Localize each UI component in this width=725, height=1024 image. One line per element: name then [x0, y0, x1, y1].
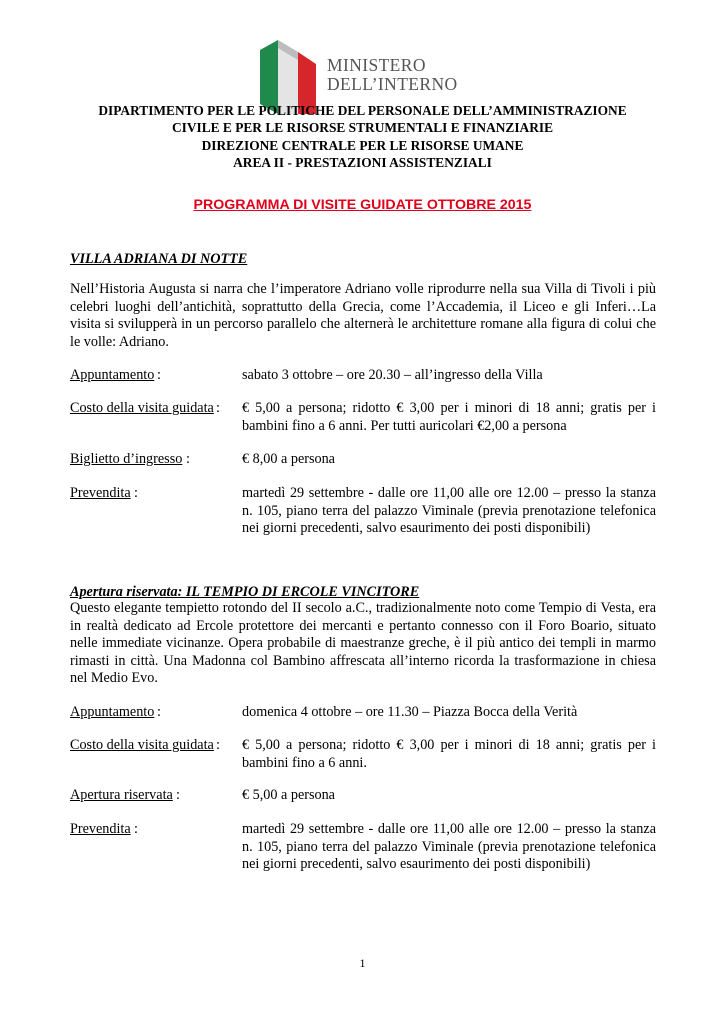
colon: :	[216, 400, 220, 416]
section-2-cost-value: € 5,00 a persona; ridotto € 3,00 per i minori di 18 anni; gratis per i bambini fino a 6 anni.	[242, 737, 656, 771]
section-1-cost-label: Costo della visita guidata	[70, 400, 214, 416]
page-number: 1	[359, 956, 366, 970]
section-1-ticket-value: € 8,00 a persona	[242, 451, 335, 467]
header-line-2: CIVILE E PER LE RISORSE STRUMENTALI E FINANZIARIE	[171, 120, 554, 136]
section-1-appointment-label: Appuntamento	[70, 367, 155, 383]
section-2-description: Questo elegante tempietto rotondo del II secolo a.C., tradizionalmente noto come Tempio di Vesta, era in realtà dedicato ad Ercole protettore dei mercanti e pertanto connesso con il Foro Boario, situato nelle immediate vicinanze. Opera probabile di maestranze greche, è il più antico dei templi in marmo rimasti in città. Una Madonna col Bambino affrescata all’interno ricorda la trasformazione in chiesa nel Medio Evo.	[70, 600, 656, 686]
department-header	[70, 102, 655, 171]
section-2-title: Apertura riservata: IL TEMPIO DI ERCOLE VINCITORE	[70, 584, 420, 600]
header-line-4: AREA II - PRESTAZIONI ASSISTENZIALI	[233, 154, 492, 170]
section-2-reserved-label: Apertura riservata	[70, 787, 173, 803]
colon: :	[157, 367, 161, 383]
logo-line-1: MINISTERO	[327, 55, 426, 75]
section-1-presale-value: martedì 29 settembre - dalle ore 11,00 alle ore 12.00 – presso la stanza n. 105, piano terra del palazzo Viminale (previa prenotazione telefonica nei giorni precedenti, salvo esaurimento dei posti disponibili)	[242, 485, 656, 536]
colon: :	[186, 451, 190, 467]
section-2-presale-value: martedì 29 settembre - dalle ore 11,00 alle ore 12.00 – presso la stanza n. 105, piano terra del palazzo Viminale (previa prenotazione telefonica nei giorni precedenti, salvo esaurimento dei posti disponibili)	[242, 821, 656, 872]
section-1-cost-value: € 5,00 a persona; ridotto € 3,00 per i minori di 18 anni; gratis per i bambini fino a 6 anni. Per tutti auricolari €2,00 a persona	[242, 400, 656, 434]
logo-wordmark	[327, 56, 458, 94]
section-2-reserved-value: € 5,00 a persona	[242, 787, 335, 803]
header-line-3: DIREZIONE CENTRALE PER LE RISORSE UMANE	[201, 137, 524, 153]
colon: :	[134, 485, 138, 501]
section-1-ticket-label: Biglietto d’ingresso	[70, 451, 183, 467]
section-2-appointment-value: domenica 4 ottobre – ore 11.30 – Piazza Bocca della Verità	[242, 704, 578, 720]
section-2-cost-label: Costo della visita guidata	[70, 737, 214, 753]
section-2-presale-label: Prevendita	[70, 821, 131, 837]
header-line-1: DIPARTIMENTO PER LE POLITICHE DEL PERSONALE DELL’AMMINISTRAZIONE	[98, 103, 627, 118]
section-1-presale-label: Prevendita	[70, 485, 131, 501]
logo-line-2: DELL’INTERNO	[327, 74, 458, 94]
colon: :	[157, 704, 161, 720]
section-1-description: Nell’Historia Augusta si narra che l’imperatore Adriano volle riprodurre nella sua Villa di Tivoli i più celebri luoghi dell’antichità, soprattutto della Grecia, come l’Accademia, il Liceo e gli Inferi…La visita si svilupperà in un percorso parallelo che alternerà le architetture romane alla figura di colui che le volle: Adriano.	[70, 281, 656, 350]
section-1-title: VILLA ADRIANA DI NOTTE	[70, 251, 248, 267]
section-2-appointment-label: Appuntamento	[70, 704, 155, 720]
program-title: PROGRAMMA DI VISITE GUIDATE OTTOBRE 2015	[193, 197, 532, 213]
colon: :	[176, 787, 180, 803]
colon: :	[216, 737, 220, 753]
section-1-appointment-value: sabato 3 ottobre – ore 20.30 – all’ingresso della Villa	[242, 367, 543, 383]
colon: :	[134, 821, 138, 837]
